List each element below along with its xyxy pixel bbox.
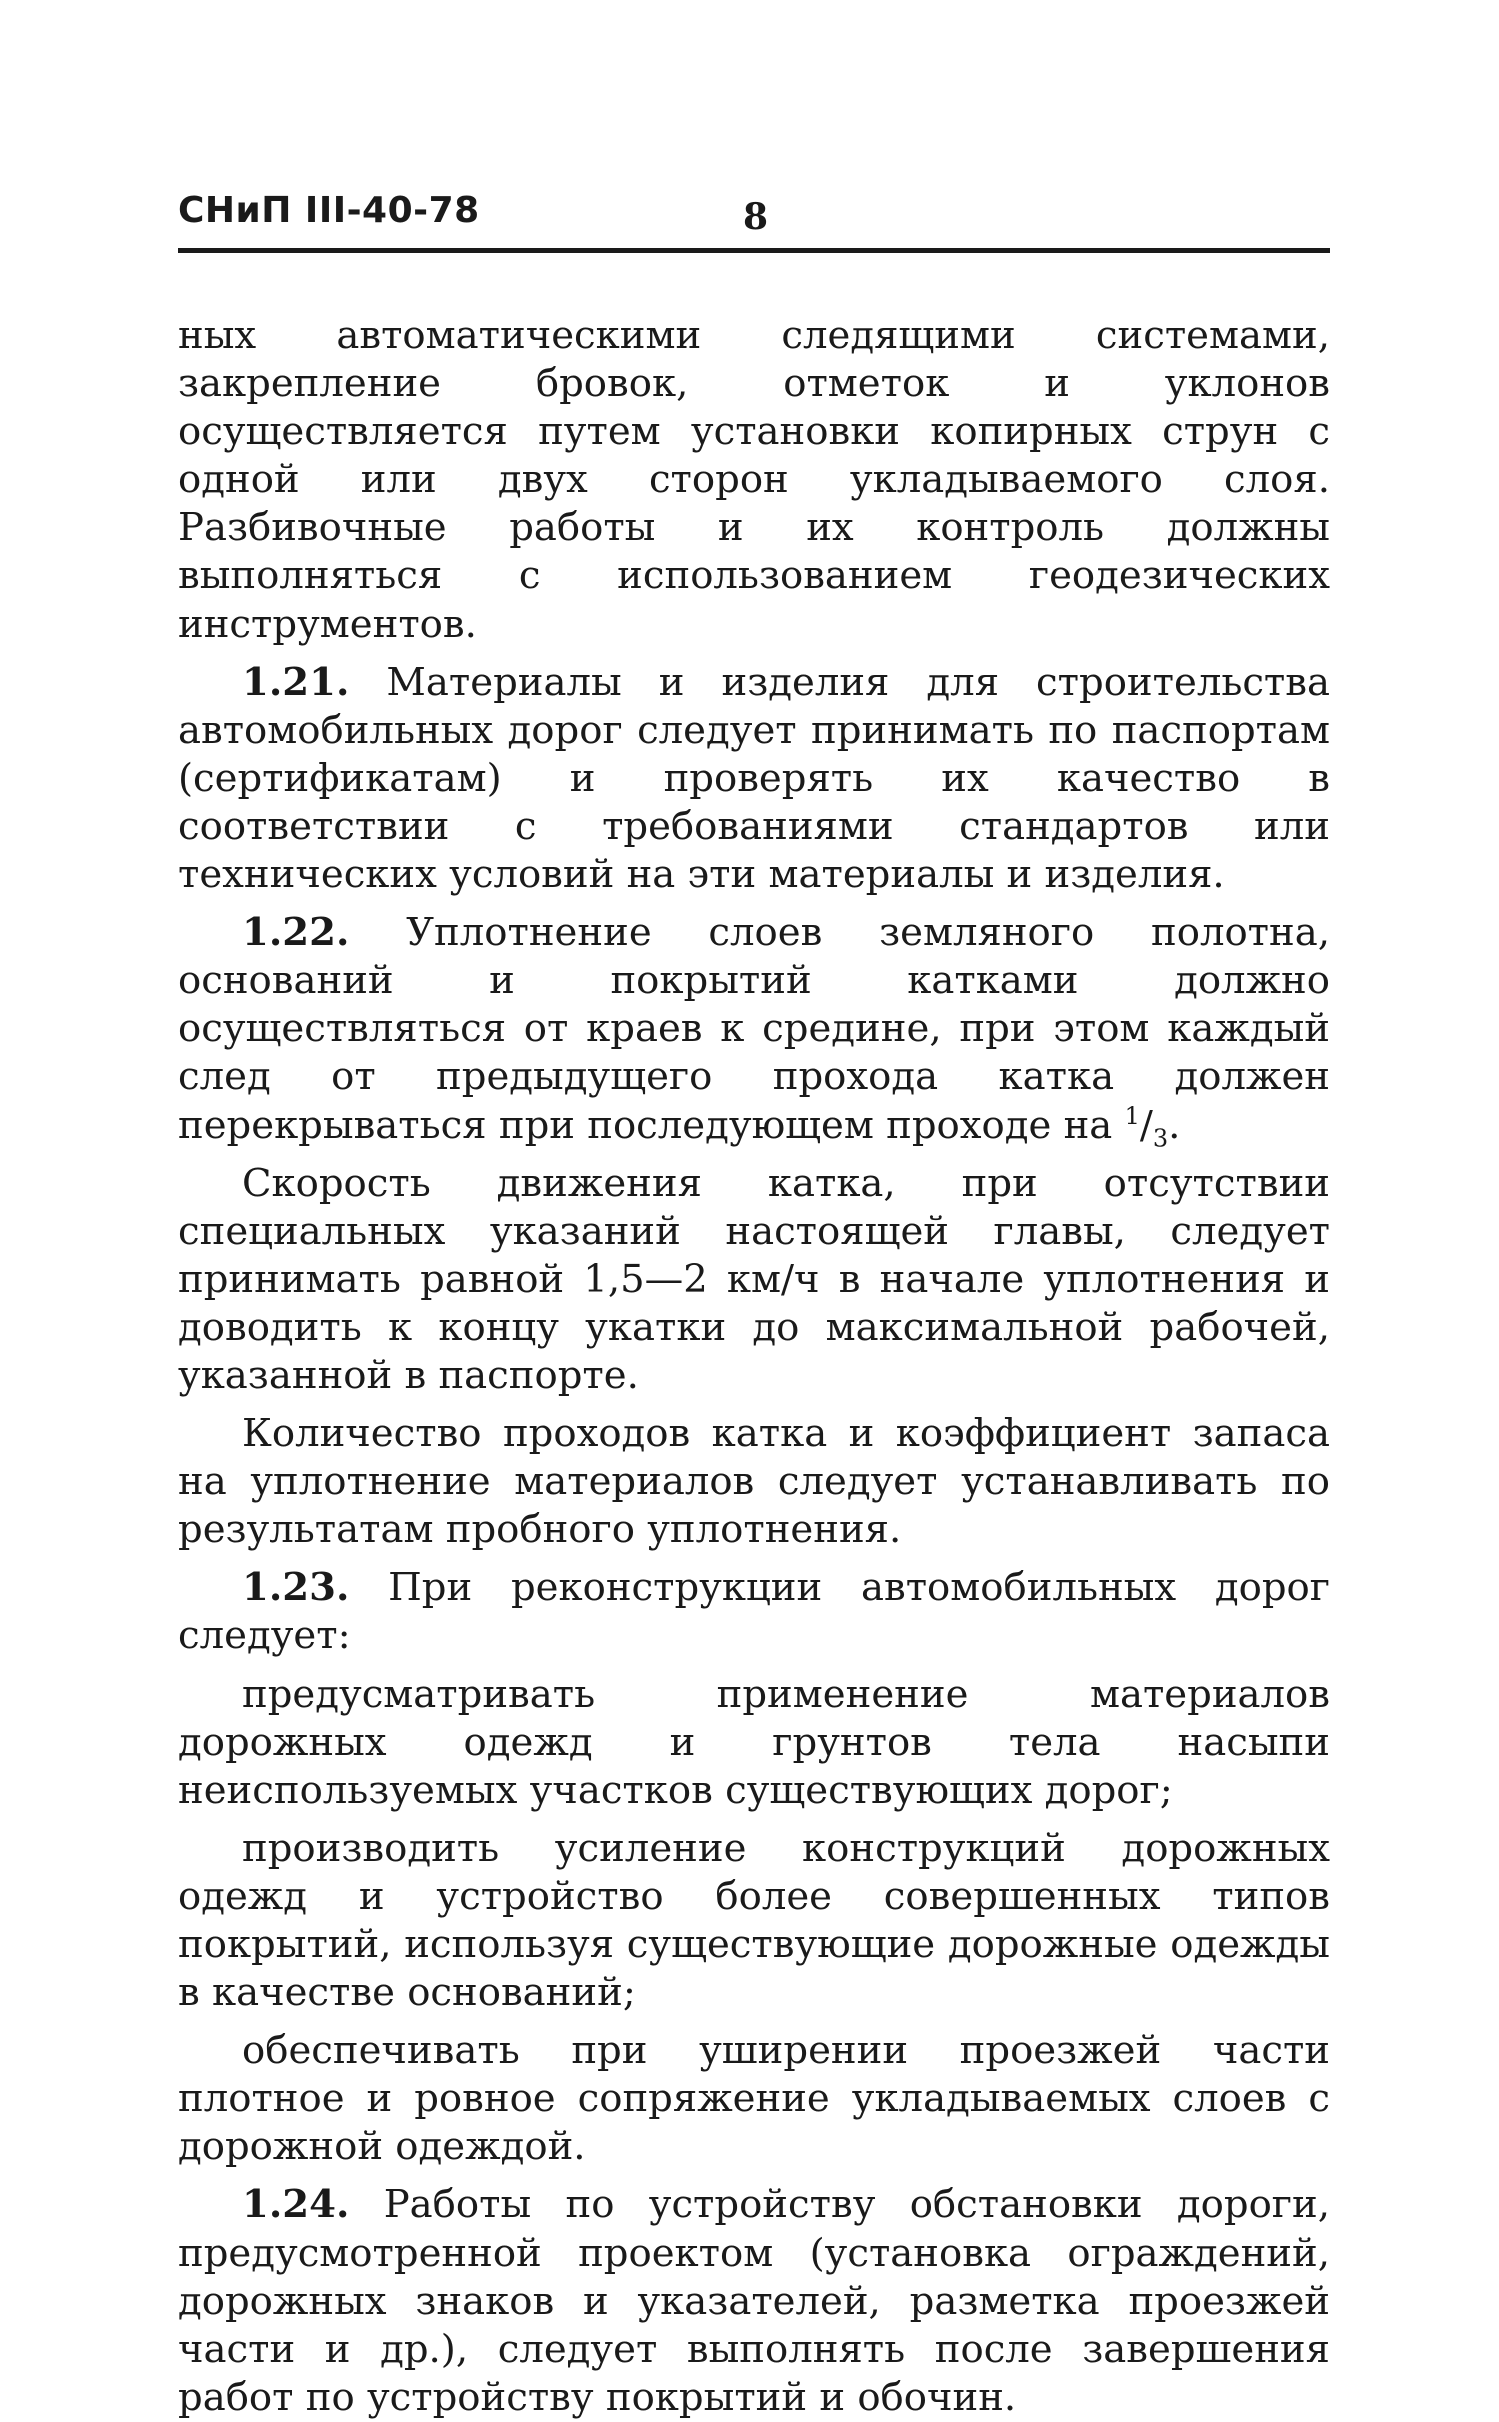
- fraction-numerator: 1: [1124, 1101, 1140, 1130]
- paragraph-roller-speed: [178, 1160, 1330, 1400]
- clause-number: 1.21.: [242, 659, 350, 705]
- clause-number: 1.24.: [242, 2182, 350, 2228]
- page-number: 8: [743, 196, 769, 238]
- fraction-denominator: 3: [1152, 1124, 1169, 1153]
- paragraph-text: При реконструкции автомобильных дорог следует:: [178, 1565, 1330, 1659]
- header-rule: [178, 248, 1330, 253]
- paragraph-tail: .: [1168, 1102, 1181, 1148]
- paragraph-1-23: [178, 1564, 1330, 1660]
- paragraph-roller-passes: [178, 1410, 1330, 1554]
- paragraph-text: ных автоматическими следящими системами, закрепление бровок, отметок и уклонов осуществляется путем установки копирных струн с одной или двух сторон укладываемого слоя. Разбивочные работы и их контроль должны выполняться с использованием геодезических инструментов.: [178, 313, 1330, 647]
- clause-number: 1.23.: [242, 1565, 350, 1611]
- paragraph-text: Работы по устройству обстановки дороги, предусмотренной проектом (установка ограждений, дорожных знаков и указателей, разметка проезжей части и др.), следует выполнять после завершения работ по устройству покрытий и обочин.: [178, 2182, 1330, 2420]
- document-code: СНиП III-40-78: [178, 190, 480, 231]
- paragraph-text: предусматривать применение материалов дорожных одежд и грунтов тела насыпи неиспользуемых участков существующих дорог;: [178, 1671, 1330, 1813]
- paragraph-text: обеспечивать при уширении проезжей части плотное и ровное сопряжение укладываемых слоев с дорожной одеждой.: [178, 2028, 1330, 2170]
- paragraph-text: Скорость движения катка, при отсутствии специальных указаний настоящей главы, следует принимать равной 1,5—2 км/ч в начале уплотнения и доводить к концу укатки до максимальной рабочей, указанной в паспорте.: [178, 1160, 1330, 1398]
- document-page: [178, 190, 1330, 2422]
- list-item-widening: [178, 2027, 1330, 2171]
- clause-number: 1.22.: [242, 910, 350, 956]
- list-item-materials: [178, 1671, 1330, 1815]
- paragraph-1-24: [178, 2181, 1330, 2421]
- paragraph-text: Материалы и изделия для строительства автомобильных дорог следует принимать по паспортам (сертификатам) и проверять их качество в соответствии с требованиями стандартов или технических условий на эти материалы и изделия.: [178, 659, 1330, 898]
- paragraph-1-22: 1.22. Уплотнение слоев земляного полотна, оснований и покрытий катками должно осуществляться от краев к средине, при этом каждый след от предыдущего прохода катка должен перекрываться при последующем проходе на $^1/_3$.: [178, 910, 1330, 1153]
- paragraph-continuation: [178, 312, 1330, 649]
- body-text: [178, 312, 1330, 2422]
- paragraph-text: Уплотнение слоев земляного полотна, оснований и покрытий катками должно осуществляться от краев к средине, при этом каждый след от предыдущего прохода катка должен перекрываться при последующем проходе на: [178, 910, 1330, 1148]
- running-header: [178, 190, 1330, 252]
- paragraph-text: Количество проходов катка и коэффициент запаса на уплотнение материалов следует устанавливать по результатам пробного уплотнения.: [178, 1411, 1330, 1553]
- paragraph-1-21: [178, 659, 1330, 899]
- paragraph-text: производить усиление конструкций дорожных одежд и устройство более совершенных типов покрытий, используя существующие дорожные одежды в качестве оснований;: [178, 1825, 1330, 2016]
- list-item-reinforcement: [178, 1825, 1330, 2017]
